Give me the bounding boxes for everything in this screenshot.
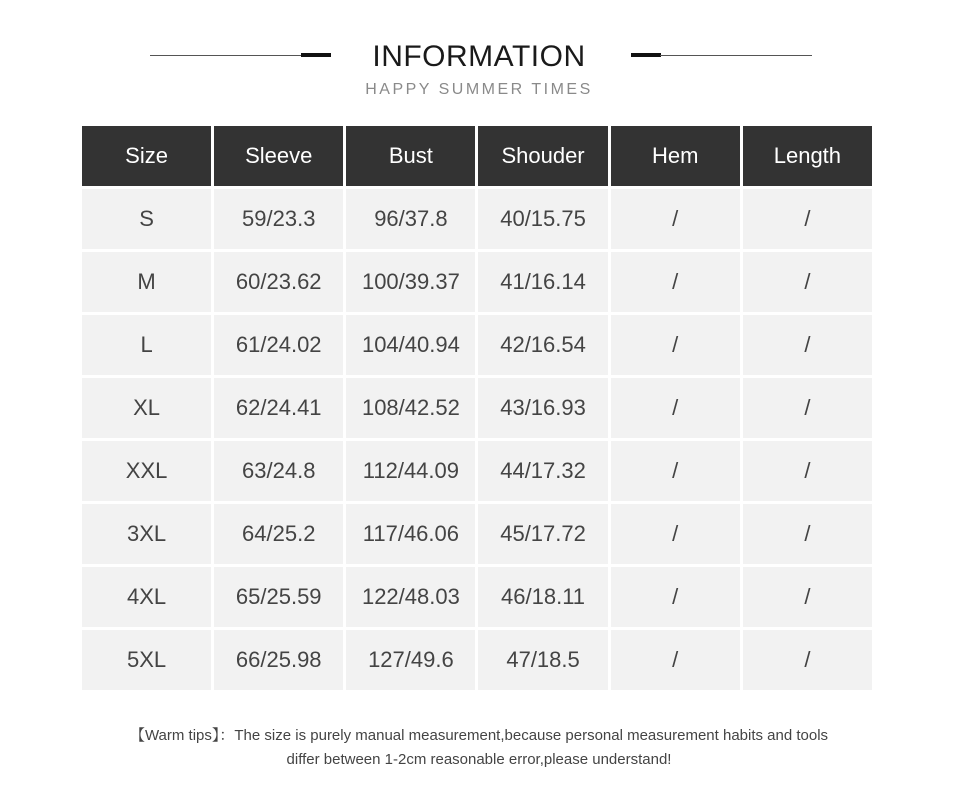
cell-length: / [743, 504, 872, 564]
cell-size: 5XL [82, 630, 211, 690]
table-header-row [82, 126, 872, 186]
cell-hem: / [611, 189, 740, 249]
warm-tips-line-1: 【Warm tips】：The size is purely manual measurement,because personal measurement habits and tools [129, 727, 829, 744]
page-title: INFORMATION [372, 40, 586, 73]
cell-length: / [743, 567, 872, 627]
table-row [82, 189, 872, 249]
section-header [0, 0, 958, 110]
cell-length: / [743, 630, 872, 690]
cell-sleeve: 65/25.59 [214, 567, 343, 627]
cell-hem: / [611, 315, 740, 375]
cell-bust: 112/44.09 [346, 441, 475, 501]
cell-size: 3XL [82, 504, 211, 564]
cell-hem: / [611, 630, 740, 690]
right-rule-dash [631, 53, 661, 57]
cell-sleeve: 62/24.41 [214, 378, 343, 438]
cell-shoulder: 46/18.11 [478, 567, 607, 627]
column-header-size: Size [82, 126, 211, 186]
table-row [82, 252, 872, 312]
cell-shoulder: 45/17.72 [478, 504, 607, 564]
column-header-sleeve: Sleeve [214, 126, 343, 186]
cell-bust: 122/48.03 [346, 567, 475, 627]
cell-hem: / [611, 252, 740, 312]
warm-tips-note [60, 724, 898, 772]
cell-shoulder: 44/17.32 [478, 441, 607, 501]
cell-shoulder: 47/18.5 [478, 630, 607, 690]
cell-shoulder: 40/15.75 [478, 189, 607, 249]
page-subtitle: HAPPY SUMMER TIMES [365, 81, 593, 98]
table-row [82, 315, 872, 375]
cell-length: / [743, 189, 872, 249]
cell-length: / [743, 441, 872, 501]
cell-size: XXL [82, 441, 211, 501]
cell-size: L [82, 315, 211, 375]
column-header-bust: Bust [346, 126, 475, 186]
cell-length: / [743, 315, 872, 375]
cell-size: M [82, 252, 211, 312]
cell-bust: 100/39.37 [346, 252, 475, 312]
cell-sleeve: 61/24.02 [214, 315, 343, 375]
table-row [82, 630, 872, 690]
size-chart-table [79, 123, 875, 693]
cell-bust: 127/49.6 [346, 630, 475, 690]
cell-hem: / [611, 567, 740, 627]
cell-sleeve: 66/25.98 [214, 630, 343, 690]
cell-sleeve: 60/23.62 [214, 252, 343, 312]
cell-shoulder: 43/16.93 [478, 378, 607, 438]
cell-shoulder: 42/16.54 [478, 315, 607, 375]
cell-size: S [82, 189, 211, 249]
cell-length: / [743, 378, 872, 438]
table-row [82, 567, 872, 627]
cell-bust: 96/37.8 [346, 189, 475, 249]
cell-bust: 117/46.06 [346, 504, 475, 564]
cell-hem: / [611, 504, 740, 564]
cell-sleeve: 64/25.2 [214, 504, 343, 564]
cell-size: 4XL [82, 567, 211, 627]
column-header-shoulder: Shouder [478, 126, 607, 186]
table-row [82, 378, 872, 438]
cell-sleeve: 59/23.3 [214, 189, 343, 249]
warm-tips-line-2: differ between 1-2cm reasonable error,please understand! [286, 751, 672, 768]
column-header-hem: Hem [611, 126, 740, 186]
cell-bust: 108/42.52 [346, 378, 475, 438]
cell-bust: 104/40.94 [346, 315, 475, 375]
cell-hem: / [611, 441, 740, 501]
cell-shoulder: 41/16.14 [478, 252, 607, 312]
cell-hem: / [611, 378, 740, 438]
right-rule-line [660, 55, 812, 56]
column-header-length: Length [743, 126, 872, 186]
cell-sleeve: 63/24.8 [214, 441, 343, 501]
table-row [82, 441, 872, 501]
cell-size: XL [82, 378, 211, 438]
table-row [82, 504, 872, 564]
cell-length: / [743, 252, 872, 312]
